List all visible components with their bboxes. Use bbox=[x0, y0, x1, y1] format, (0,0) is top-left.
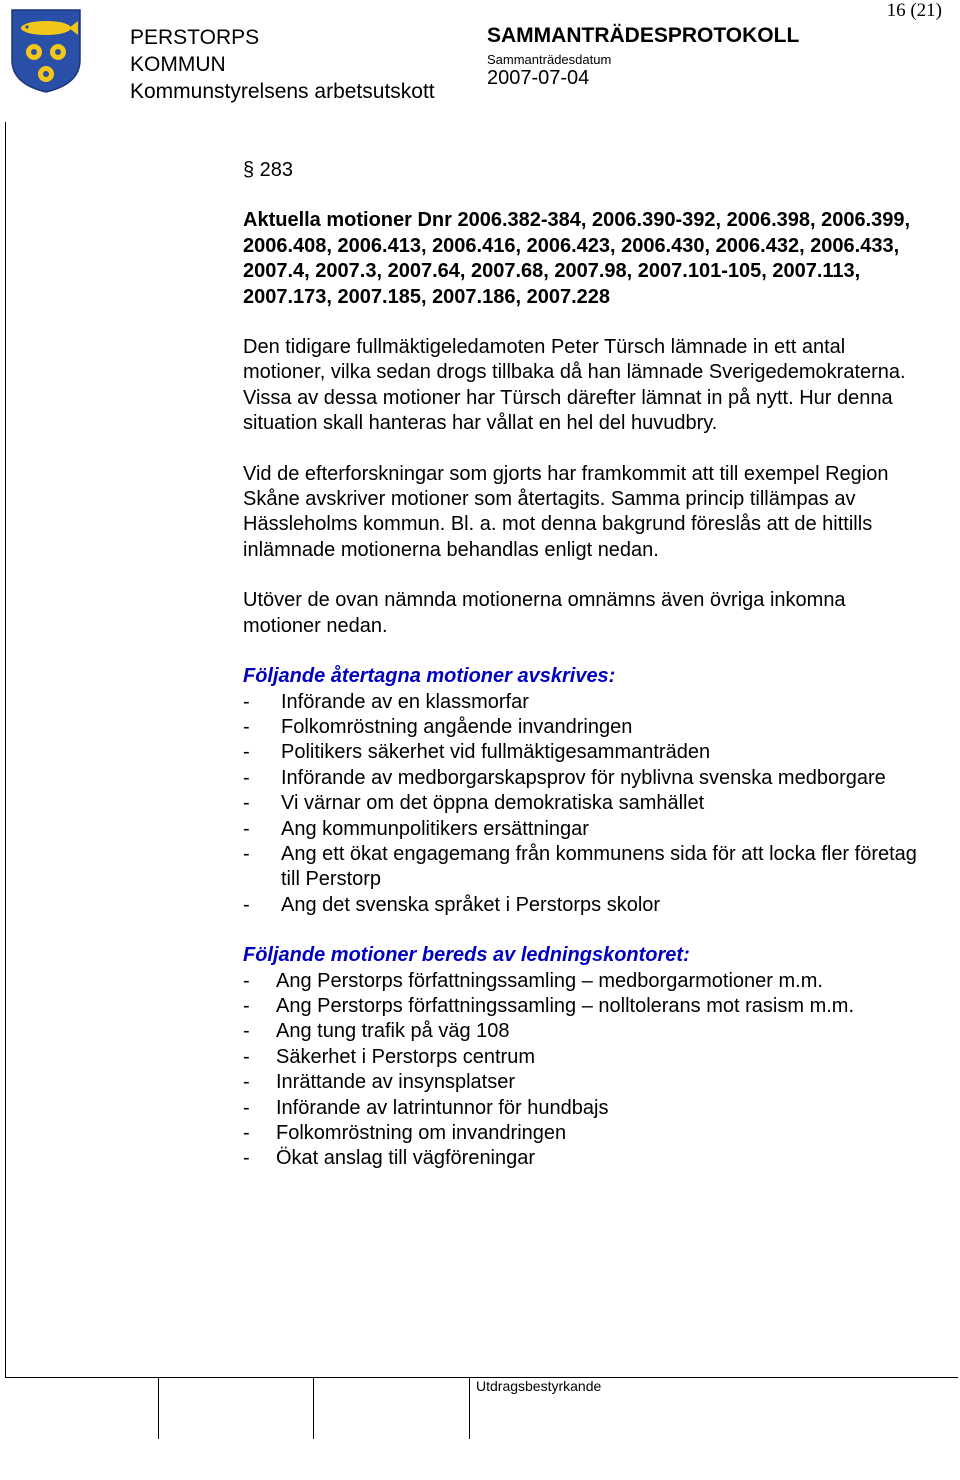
prepared-motions-heading: Följande motioner bereds av ledningskontoret: bbox=[243, 944, 690, 967]
list-item: - Folkomröstning angående invandringen bbox=[243, 715, 923, 740]
org-line-3: Kommunstyrelsens arbetsutskott bbox=[130, 80, 435, 103]
list-dash: - bbox=[243, 842, 250, 865]
list-item: - Införande av medborgarskapsprov för nyblivna svenska medborgare bbox=[243, 766, 923, 791]
list-dash: - bbox=[243, 1122, 250, 1144]
page-number: 16 (21) bbox=[886, 0, 942, 21]
list-item: - Ökat anslag till vägföreningar bbox=[243, 1146, 923, 1171]
prepared-motions-list bbox=[243, 969, 923, 1172]
list-dash: - bbox=[243, 766, 250, 789]
list-item: - Ang kommunpolitikers ersättningar bbox=[243, 817, 923, 842]
footer-column-line-3 bbox=[469, 1377, 470, 1439]
list-dash: - bbox=[243, 1045, 250, 1068]
list-dash: - bbox=[243, 1071, 250, 1094]
list-item: - Ang det svenska språket i Perstorps skolor bbox=[243, 893, 923, 918]
meeting-date: 2007-07-04 bbox=[487, 67, 590, 89]
list-item: - Folkomröstning om invandringen bbox=[243, 1121, 923, 1146]
list-item: - Införande av en klassmorfar bbox=[243, 690, 923, 715]
list-dash: - bbox=[243, 792, 250, 815]
list-dash: - bbox=[243, 1020, 250, 1043]
list-item: - Säkerhet i Perstorps centrum bbox=[243, 1045, 923, 1070]
organization-name bbox=[130, 24, 435, 105]
list-dash: - bbox=[243, 893, 250, 916]
footer-column-line-2 bbox=[313, 1377, 314, 1439]
document-title: SAMMANTRÄDESPROTOKOLL bbox=[487, 24, 800, 47]
paragraph: Utöver de ovan nämnda motionerna omnämns även övriga inkomna motioner nedan. bbox=[243, 589, 846, 637]
footer-column-line-1 bbox=[158, 1377, 159, 1439]
list-dash: - bbox=[243, 1096, 250, 1119]
municipality-coat-of-arms-logo bbox=[10, 8, 82, 94]
meeting-date-label: Sammanträdesdatum bbox=[487, 52, 612, 67]
paragraph: Den tidigare fullmäktigeledamoten Peter Türsch lämnade in ett antal motioner, vilka sedan drogs tillbaka då han lämnade Sverigedemokraterna. Vissa av dessa motioner har Türsch därefter lämnat in på nytt. Hur denna situation skall hanteras har vållat en hel del huvudbry. bbox=[243, 336, 906, 435]
list-item: - Ang ett ökat engagemang från kommunens sida för att locka fler företag till Perstorp bbox=[243, 842, 917, 891]
section-number: § 283 bbox=[243, 159, 294, 181]
list-item: - Införande av latrintunnor för hundbajs bbox=[243, 1096, 923, 1121]
list-dash: - bbox=[243, 741, 250, 764]
list-item: - Inrättande av insynsplatser bbox=[243, 1070, 923, 1095]
list-dash: - bbox=[243, 969, 250, 992]
list-dash: - bbox=[243, 715, 250, 738]
list-item: - Politikers säkerhet vid fullmäktigesammanträden bbox=[243, 740, 923, 765]
list-dash: - bbox=[243, 1147, 250, 1170]
list-item: - Vi värnar om det öppna demokratiska samhället bbox=[243, 791, 923, 816]
certification-label: Utdragsbestyrkande bbox=[476, 1378, 602, 1394]
paragraph: Vid de efterforskningar som gjorts har framkommit att till exempel Region Skåne avskriver motioner som återtagits. Samma princip tillämpas av Hässleholms kommun. Bl. a. mot denna bakgrund föreslås att de hittills inlämnade motionerna behandlas enligt nedan. bbox=[243, 462, 889, 561]
list-item: - Ang tung trafik på väg 108 bbox=[243, 1019, 923, 1044]
list-item: - Ang Perstorps författningssamling – medborgarmotioner m.m. bbox=[243, 969, 923, 994]
section-heading: Aktuella motioner Dnr 2006.382-384, 2006.390-392, 2006.398, 2006.399, 2006.408, 2006.413, 2006.416, 2006.423, 2006.430, 2006.432, 2006.433, 2007.4, 2007.3, 2007.64, 2007.68, 2007.98, 2007.101-105, 2007.113, 2007.173, 2007.185, 2007.186, 2007.228 bbox=[243, 209, 911, 308]
minutes-section bbox=[243, 158, 923, 1197]
withdrawn-motions-heading: Följande återtagna motioner avskrives: bbox=[243, 665, 616, 688]
list-item: - Ang Perstorps författningssamling – nolltolerans mot rasism m.m. bbox=[243, 994, 923, 1019]
withdrawn-motions-list bbox=[243, 690, 923, 919]
list-dash: - bbox=[243, 690, 250, 713]
list-dash: - bbox=[243, 994, 250, 1017]
list-dash: - bbox=[243, 817, 250, 840]
org-line-1: PERSTORPS bbox=[130, 26, 260, 49]
left-margin-line bbox=[5, 122, 6, 1378]
org-line-2: KOMMUN bbox=[130, 53, 226, 76]
